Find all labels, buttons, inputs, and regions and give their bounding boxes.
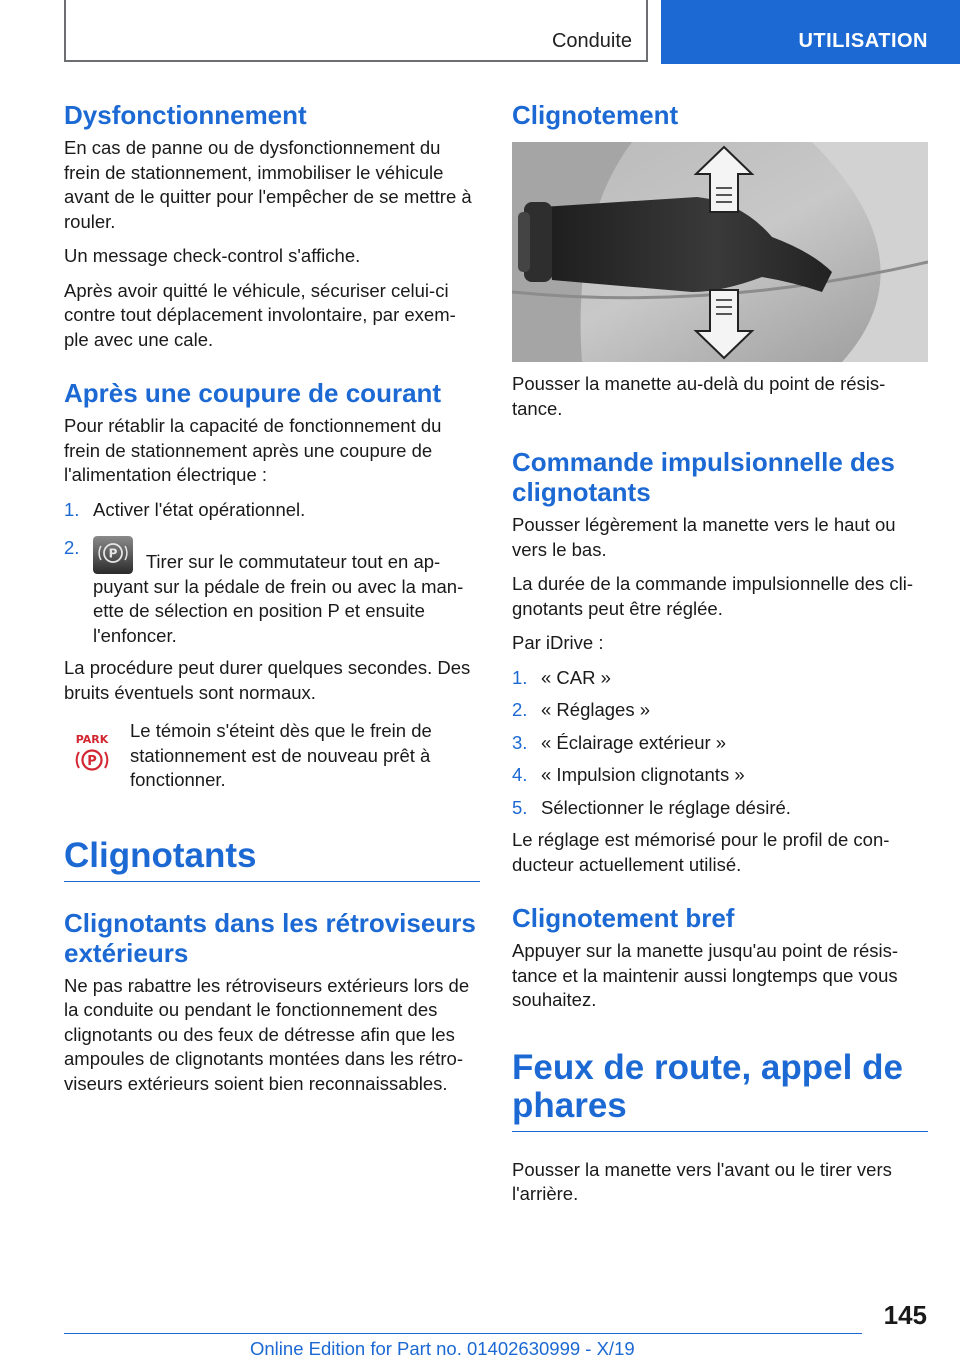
list-item xyxy=(512,731,928,756)
step-number: 3. xyxy=(512,731,528,753)
step-text: « Éclairage extérieur » xyxy=(541,731,727,753)
step-text: « Impulsion clignotants » xyxy=(541,764,745,785)
left-column xyxy=(64,100,480,1106)
list-item xyxy=(64,536,480,648)
step-number: 1. xyxy=(64,498,80,520)
parking-brake-switch-icon xyxy=(93,536,133,574)
svg-text:P: P xyxy=(108,546,118,561)
header-chapter-label: UTILISATION xyxy=(798,30,928,52)
clignotement-paragraph: Pousser la manette au-delà du point de résis-tance. xyxy=(512,373,886,419)
footer-divider xyxy=(64,1333,862,1334)
page-number: 145 xyxy=(883,1300,927,1330)
list-item xyxy=(512,796,928,821)
dysfonctionnement-paragraph-2: Un message check-control s'affiche. xyxy=(64,245,361,266)
list-item xyxy=(64,498,480,523)
clignotement-heading: Clignotement xyxy=(512,100,679,130)
retroviseurs-paragraph: Ne pas rabattre les rétroviseurs extérieurs lors de la conduite ou pendant le fonctionnement des clignotants ou des feux de détresse afin que les ampoules de clignotants montées dans les rétro-viseurs extérieurs soient bien reconnaissables. xyxy=(64,974,470,1094)
indicator-note-text: Le témoin s'éteint dès que le frein de stationnement est de nouveau prêt à fonctionner. xyxy=(130,720,432,790)
impulsionnelle-paragraph-4: Le réglage est mémorisé pour le profil de con-ducteur actuellement utilisé. xyxy=(512,829,890,875)
list-item xyxy=(512,763,928,788)
clignotement-bref-heading: Clignotement bref xyxy=(512,903,735,933)
park-warning-icon xyxy=(74,731,110,775)
list-item xyxy=(512,666,928,691)
clignotement-bref-paragraph: Appuyer sur la manette jusqu'au point de résis-tance et la maintenir aussi longtemps que vous souhaitez. xyxy=(512,940,899,1010)
impulsionnelle-heading: Commande impulsionnelle des clignotants xyxy=(512,447,895,507)
header-chapter-tab xyxy=(661,0,960,64)
step-text: Activer l'état opérationnel. xyxy=(93,498,306,520)
dysfonctionnement-heading: Dysfonctionnement xyxy=(64,100,307,130)
park-icon-label: PARK xyxy=(75,733,109,746)
dysfonctionnement-paragraph-1: En cas de panne ou de dysfonctionnement du frein de stationnement, immobiliser le véhicule avant de le quitter pour l'empêcher de se mettre à rouler. xyxy=(64,137,472,232)
impulsionnelle-paragraph-1: Pousser légèrement la manette vers le haut ou vers le bas. xyxy=(512,514,896,560)
clignotants-heading: Clignotants xyxy=(64,837,480,882)
step-number: 5. xyxy=(512,796,528,818)
step-text: « Réglages » xyxy=(541,699,651,720)
list-item xyxy=(512,698,928,723)
apres-coupure-heading: Après une coupure de courant xyxy=(64,378,442,408)
header-section-label: Conduite xyxy=(551,30,632,52)
right-column xyxy=(512,100,928,1217)
header-section-box xyxy=(64,0,648,62)
feux-de-route-paragraph: Pousser la manette vers l'avant ou le tirer vers l'arrière. xyxy=(512,1158,892,1204)
retroviseurs-heading: Clignotants dans les rétroviseurs extérieurs xyxy=(64,907,476,968)
restore-steps-list xyxy=(64,498,480,649)
step-number: 1. xyxy=(512,666,528,688)
step-text: Tirer sur le commutateur tout en ap-puyant sur la pédale de frein ou avec la man-ette de sélection en position P et ensuite l'enfoncer. xyxy=(93,551,464,646)
feux-de-route-heading: Feux de route, appel de phares xyxy=(512,1049,928,1132)
step-number: 2. xyxy=(512,699,528,720)
apres-coupure-paragraph-2: La procédure peut durer quelques secondes. Des bruits éventuels sont normaux. xyxy=(64,657,471,703)
indicator-note xyxy=(64,719,480,793)
idrive-steps-list xyxy=(512,666,928,821)
svg-text:P: P xyxy=(87,754,97,769)
turn-signal-lever-figure xyxy=(512,142,928,362)
step-number: 2. xyxy=(64,537,80,558)
impulsionnelle-paragraph-2: La durée de la commande impulsionnelle des cli-gnotants peut être réglée. xyxy=(512,573,914,619)
step-text: Sélectionner le réglage désiré. xyxy=(541,796,791,818)
impulsionnelle-paragraph-3: Par iDrive : xyxy=(512,632,604,653)
step-text: « CAR » xyxy=(541,666,611,688)
apres-coupure-paragraph-1: Pour rétablir la capacité de fonctionnement du frein de stationnement après une coupure de l'alimentation électrique : xyxy=(64,415,442,485)
edition-footer: Online Edition for Part no. 01402630999 - X/19 xyxy=(250,1338,635,1359)
step-number: 4. xyxy=(512,764,528,785)
dysfonctionnement-paragraph-3: Après avoir quitté le véhicule, sécuriser celui-ci contre tout déplacement involontaire, par exem-ple avec une cale. xyxy=(64,279,456,350)
